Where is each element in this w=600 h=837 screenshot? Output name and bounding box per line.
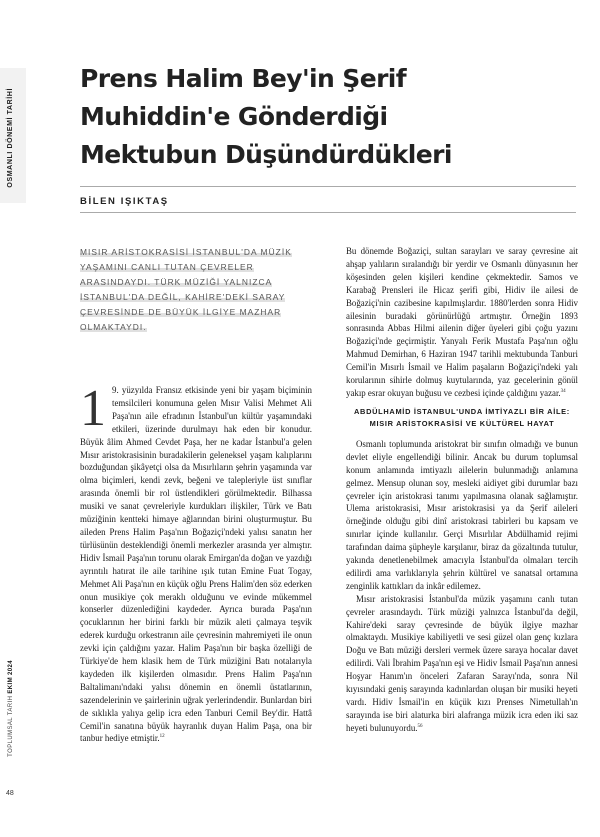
section-label: OSMANLI DÖNEMİ TARİHİ (7, 88, 14, 188)
footnote-ref: 3 (560, 389, 564, 394)
paragraph-4-text: Mısır aristokrasisi İstanbul'da müzik yaşamını canlı tutan çevreler arasındaydı. Türk müziği yalnızca İstanbul'da değil, Kahire'deki saray çevresinde de büyük ilgiye mazhar olmaktaydı. Musikiye kabiliyetli ve sesi güzel olan genç kızlara Doğu ve Batı müziği dersleri vermek üzere saraya hocalar davet edilirdi. Vali İbrahim Paşa'nın eşi ve Hidiv İsmail Paşa'nın annesi Hoşyar Hanım'ın önceleri Zafaran Sarayı'nda, sonra Nil kıyısındaki geniş sarayında kadınlardan oluşan bir musiki heyeti vardı. Hidiv İsmail'in en küçük kızı Prenses Nimetullah'ın sarayında ise biri alaturka biri alafranga müzik icra eden iki saz heyeti bulunuyordu. (346, 593, 578, 733)
magazine-name: TOPLUMSAL TARİH (8, 695, 14, 757)
paragraph-3: Osmanlı toplumunda aristokrat bir sınıfın olmadığı ve bunun devlet eliyle engellendiği bilinir. Ancak bu durum toplumsal konum anlamında imtiyazlı ailelerin bulunmadığı anlamına gelmez. Mensup olunan soy, mesleki aidiyet gibi durumlar bazı çevreler için aristokrasi tanımı yapılmasına olanak sağlamıştır. Ulema aristokrasisi, Mısır aristokrasisi ya da Şerif aileleri örneğinde olduğu gibi dinî aristokrasi tabirleri bu kapsam ve sınırlar içinde kullanılır. Gerçi Mısırlılar Abdülhamid rejimi tarafından daima şüpheyle karşılanır, biraz da gözaltında tutulur, yakında denetlenebilmek amacıyla İstanbul'da olmaları tercih edilirdi ama varlıklarıyla şehrin kültürel ve sanatsal ortamına zenginlik kattıkları da inkâr edilemez. (346, 438, 578, 591)
footnote-ref: 4 (563, 389, 566, 394)
drop-cap: 1 (80, 380, 106, 437)
article-lead (80, 245, 310, 335)
paragraph-1 (80, 380, 312, 745)
column-right (346, 245, 578, 735)
paragraph-2-text: Bu dönemde Boğaziçi, sultan sarayları ve saray çevresine ait ahşap yalıların sıralandığı bir yerdir ve Osmanlı dünyasının her köşesinden gelen kişileri kendine çekmektedir. Samos ve Karabağ Prensleri ile Hicaz şerifi gibi, Hidiv ile ailesi de Boğaziçi'nin cazibesine kapılmışlardır. 1880'lerden sonra Hidiv ailesinin buradaki görünürlüğü artmıştır. Örneğin 1893 sonrasında Abbas Hilmi ailenin diğer üyeleri gibi çoğu yazını Boğaziçi'nde geçirmiştir. Yanyalı Ferik Mustafa Paşa'nın oğlu Mahmud Demirhan, 6 Haziran 1947 tarihli mektubunda Tanburi Cemil'in Mısırlı İsmail ve Halim paşaların Boğaziçi'ndeki yalı korularının sihirle dolmuş kuytularında, yaz gecelerinin gönül yakıp esrar okuyan buğusu ve cezbesi içinde çaldığını yazar. (346, 246, 578, 398)
paragraph-2 (346, 245, 578, 400)
footnote-ref: 6 (419, 723, 423, 729)
author-name: BİLEN IŞIKTAŞ (80, 196, 169, 207)
footnote-ref: 2 (162, 734, 165, 740)
column-left (80, 380, 312, 745)
title-rule (80, 186, 576, 187)
footnote-ref: 1 (159, 734, 163, 740)
author-rule (80, 212, 576, 213)
article-title: Prens Halim Bey'in Şerif Muhiddin'e Gönderdiği Mektubun Düşündürdükleri (80, 64, 452, 169)
page-sidebar (0, 0, 26, 837)
section-subheading: ABDÜLHAMİD İSTANBUL'UNDA İMTİYAZLI BİR AİLE: MISIR ARİSTOKRASİSİ VE KÜLTÜREL HAYAT (354, 406, 570, 428)
issue-date: EKİM 2024 (8, 660, 14, 694)
page-number: 48 (6, 790, 14, 797)
paragraph-1-text: 9. yüzyılda Fransız etkisinde yeni bir yaşam biçiminin temsilcileri konumuna gelen Mısır Valisi Mehmet Ali Paşa'nın aile efradının İstanbul'un kültür yaşamındaki etkileri, üzerinde durulmayı hak eden bir konudur. Büyük âlim Ahmed Cevdet Paşa, her ne kadar İstanbul'a gelen Mısır aristokrasisinin buradakilerin geleneksel yaşam kalıplarını bozduğundan şikâyetçi olsa da Mısırlıların şehrin yaşamında var olma biçimleri, kendi zevk, beğeni ve talepleriyle üst sınıflar arasında önemli bir rol üstlendikleri görülmektedir. Bilhassa musiki ve sanat çevreleriyle kurdukları ilişkiler, Türk ve Batı müziğinin kentteki himaye ağlarından birini oluşturmuştur. Bu aileden Prens Halim Paşa'nın Boğaziçi'ndeki yalısı sanatın her türlüsünün desteklendiği önemli merkezler arasında yer almıştır. Hidiv İsmail Paşa'nın torunu olarak Emirgan'da doğan ve yazdığı ayrıntılı hatırat ile aile tarihine ışık tutan Emine Fuat Togay, Mehmet Ali Paşa'nın en küçük oğlu Prens Halim'den söz ederken onun musikiye çok meraklı olduğunu ve evinde mükemmel konserler düzenlediğini kaydeder. Ayrıca burada Paşa'nın çocuklarının her birini farklı bir müzik aleti çalmaya teşvik ederek kurduğu orkestranın aile çevresinin mahremiyeti ile onun zevki için çaldığını yazar. Halim Paşa'nın bir başka özelliği de Türkiye'de hem klasik hem de Türk müziğini Batı notalarıyla kaydeden ilk kişilerden olmasıdır. Prens Halim Paşa'nın Baltalimanı'ndaki yalısı dönemin en önemli üstatlarının, sazendelerinin ve şairlerinin uğrak yerlerindendir. Bunlardan biri de sıklıkla yalıya gelip icra eden Tanburi Cemil Bey'dir. Hattâ Cemil'in sanatına büyük hayranlık duyan Halim Paşa, ona bir tanbur hediye etmiştir. (80, 385, 312, 744)
issue-label (8, 660, 14, 757)
footnote-ref: 5 (417, 723, 420, 729)
paragraph-4 (346, 593, 578, 735)
lead-text: MISIR ARİSTOKRASİSİ İSTANBUL'DA MÜZİK YAŞAMINI CANLI TUTAN ÇEVRELER ARASINDAYDI. TÜRK MÜZİĞİ YALNIZCA İSTANBUL'DA DEĞİL, KAHİRE'DEKİ SARAY ÇEVRESİNDE DE BÜYÜK İLGİYE MAZHAR OLMAKTAYDI. (80, 247, 292, 332)
